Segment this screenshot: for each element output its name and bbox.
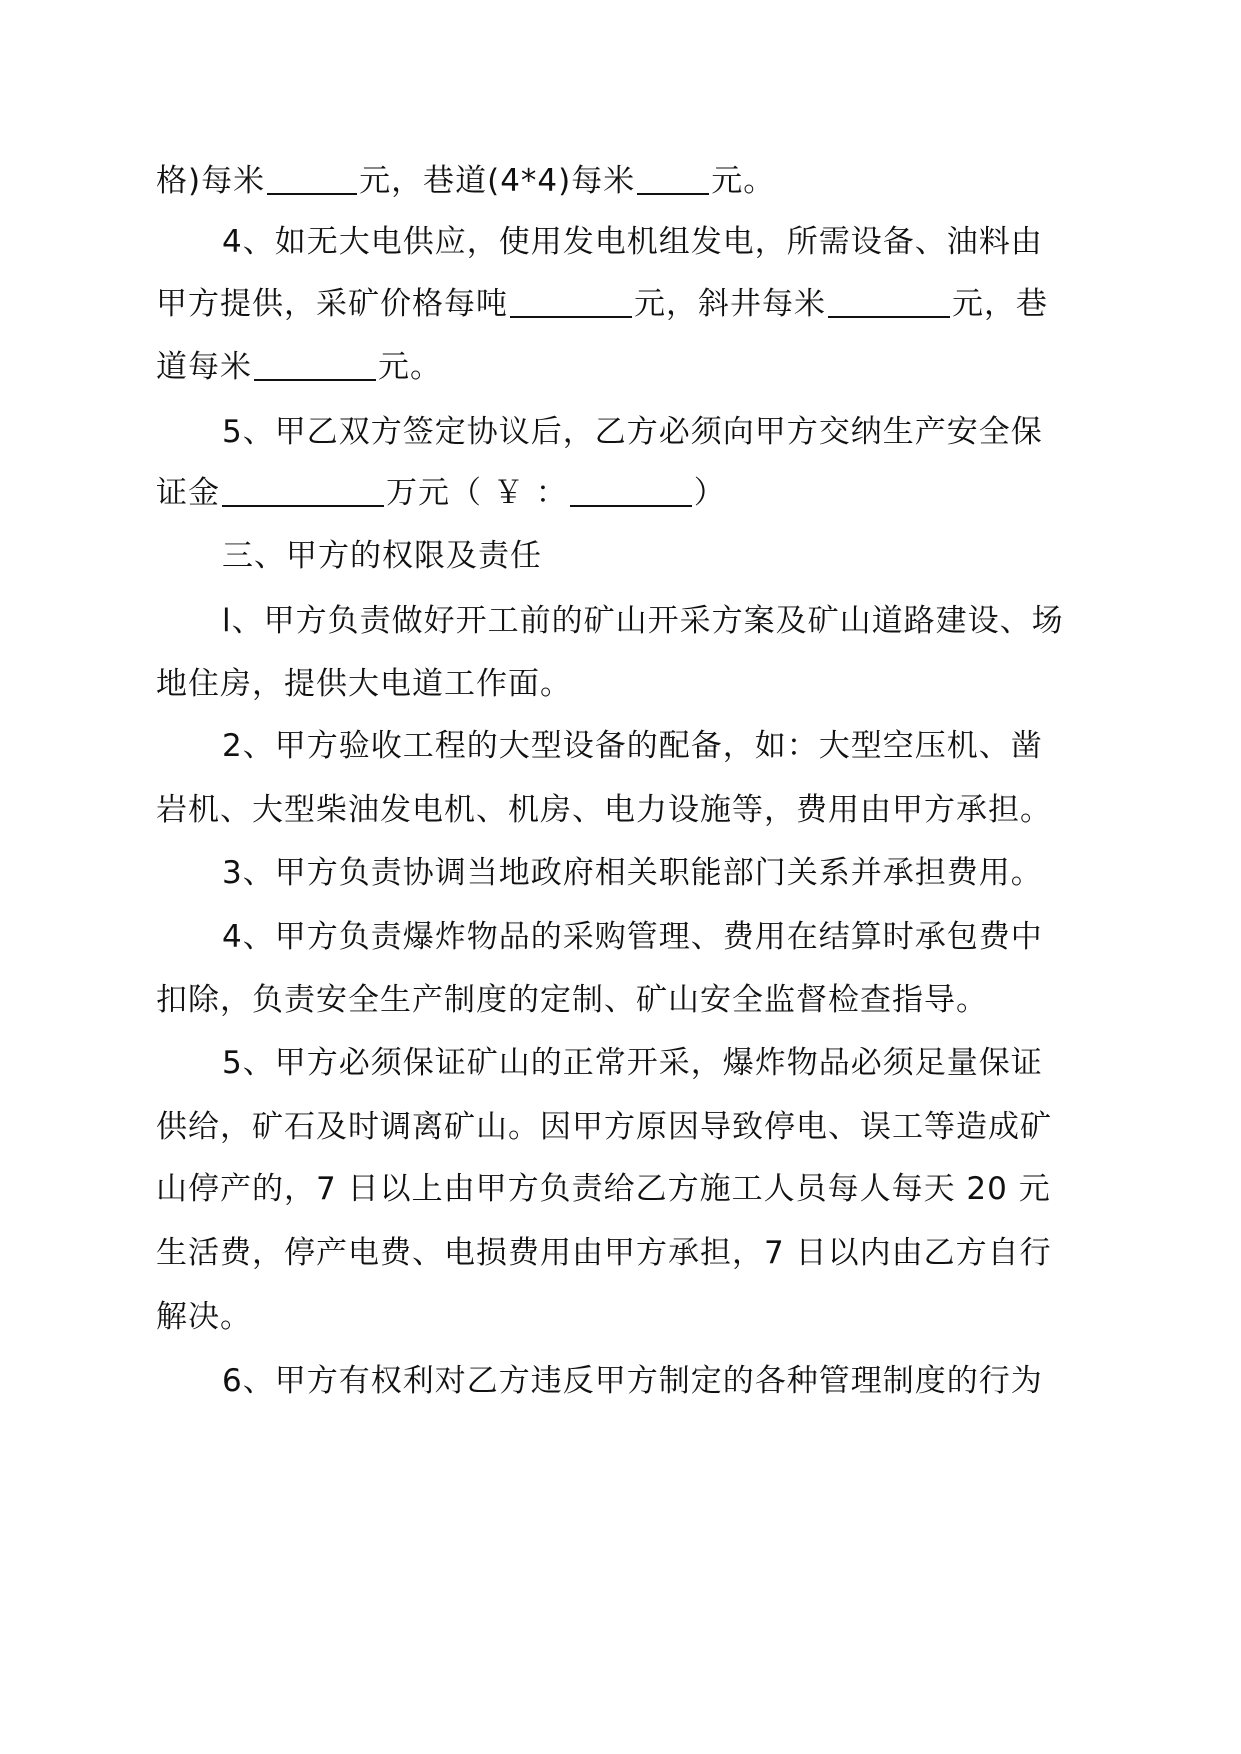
- text-line-17: 山停产的，7 日以上由甲方负责给乙方施工人员每人每天 20 元: [156, 1171, 1051, 1207]
- blank-field: [222, 471, 384, 507]
- text-line-10: 2、甲方验收工程的大型设备的配备，如：大型空压机、凿: [222, 728, 1043, 764]
- blank-field: [254, 345, 376, 381]
- blank-field: [267, 159, 357, 195]
- text-line-14: 扣除，负责安全生产制度的定制、矿山安全监督检查指导。: [156, 982, 988, 1018]
- blank-field: [510, 282, 632, 318]
- blank-field: [570, 471, 692, 507]
- text-line-1: [156, 156, 775, 206]
- text-segment: 甲方提供，采矿价格每吨: [156, 286, 508, 322]
- text-line-11: 岩机、大型柴油发电机、机房、电力设施等，费用由甲方承担。: [156, 792, 1052, 828]
- blank-field: [828, 282, 950, 318]
- blank-field: [637, 159, 709, 195]
- text-segment: 万元（ ￥ ：: [386, 475, 568, 511]
- text-segment: 元，斜井每米: [634, 286, 826, 322]
- text-segment: 格)每米: [156, 163, 266, 199]
- text-line-2: 4、如无大电供应，使用发电机组发电，所需设备、油料由: [222, 224, 1043, 260]
- text-segment: 元，巷道(4*4)每米: [359, 163, 636, 199]
- text-line-4: [156, 342, 442, 392]
- text-segment: 道每米: [156, 349, 252, 385]
- text-line-19: 解决。: [156, 1299, 252, 1335]
- text-segment: 元。: [378, 349, 442, 385]
- text-line-8: l、甲方负责做好开工前的矿山开采方案及矿山道路建设、场: [222, 603, 1064, 639]
- text-line-6: [156, 468, 726, 518]
- text-line-20: 6、甲方有权利对乙方违反甲方制定的各种管理制度的行为: [222, 1363, 1043, 1399]
- text-line-16: 供给，矿石及时调离矿山。因甲方原因导致停电、误工等造成矿: [156, 1109, 1052, 1145]
- text-segment: ）: [693, 475, 726, 511]
- text-line-9: 地住房，提供大电道工作面。: [156, 666, 572, 702]
- text-segment: 元。: [711, 163, 776, 199]
- text-line-13: 4、甲方负责爆炸物品的采购管理、费用在结算时承包费中: [222, 919, 1043, 955]
- section-heading: 三、甲方的权限及责任: [222, 538, 542, 574]
- text-segment: 元，巷: [952, 286, 1048, 322]
- text-segment: 证金: [156, 475, 220, 511]
- text-line-3: [156, 279, 1048, 329]
- text-line-12: 3、甲方负责协调当地政府相关职能部门关系并承担费用。: [222, 855, 1043, 891]
- text-line-15: 5、甲方必须保证矿山的正常开采，爆炸物品必须足量保证: [222, 1045, 1043, 1081]
- text-line-18: 生活费，停产电费、电损费用由甲方承担，7 日以内由乙方自行: [156, 1235, 1052, 1271]
- text-line-5: 5、甲乙双方签定协议后，乙方必须向甲方交纳生产安全保: [222, 414, 1043, 450]
